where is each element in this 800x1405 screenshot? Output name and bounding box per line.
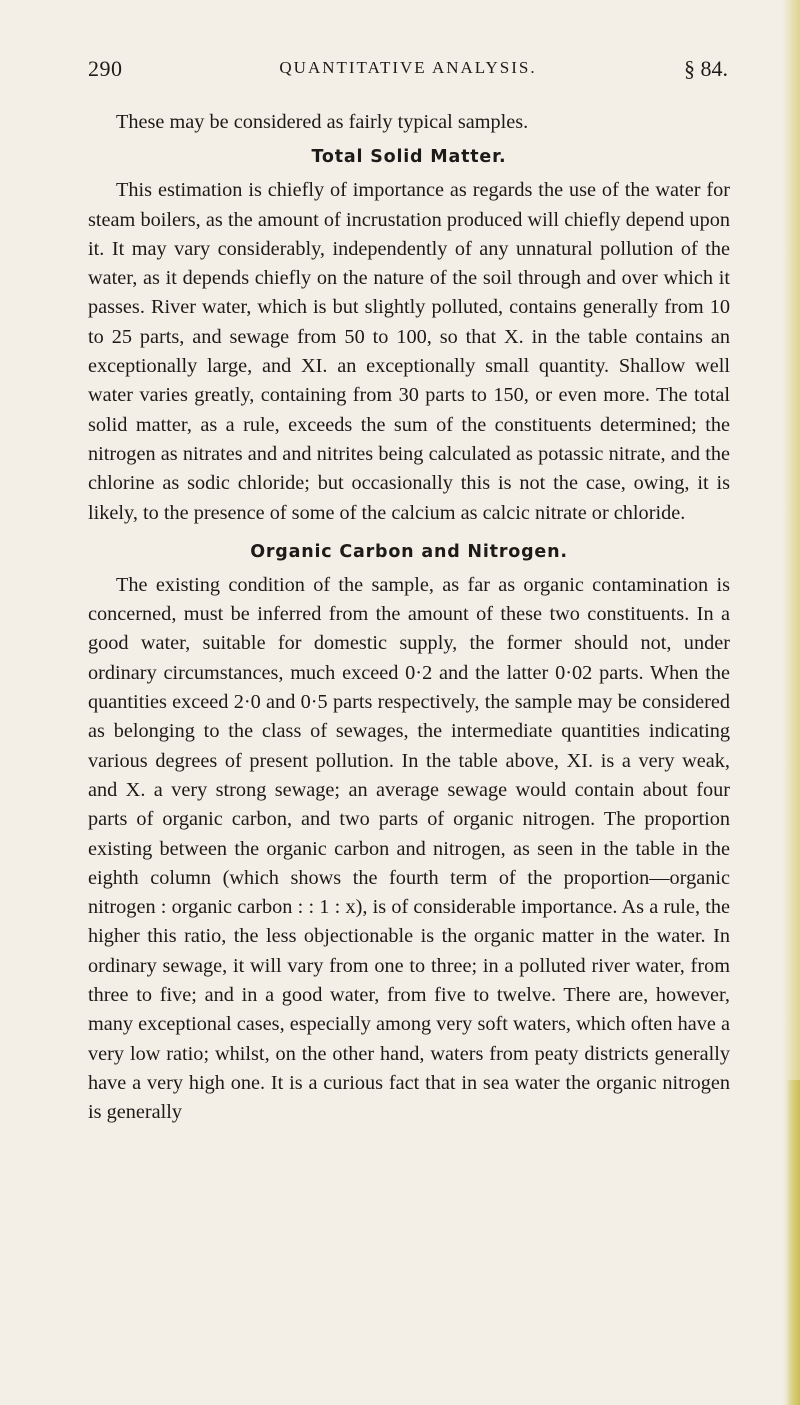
running-title: QUANTITATIVE ANALYSIS.	[279, 58, 537, 77]
section-heading: Total Solid Matter.	[311, 147, 507, 168]
section-total-solid-matter	[88, 147, 730, 528]
running-head	[88, 56, 728, 86]
section-organic-carbon-nitrogen	[88, 542, 730, 1128]
page-edge-stain	[786, 1080, 800, 1405]
page-number: 290	[88, 56, 123, 81]
section-paragraph: This estimation is chiefly of importance as regards the use of the water for steam boilers, as the amount of incrustation produced will chiefly depend upon it. It may vary considerably, independently of any unnatural pollution of the water, as it depends chiefly on the nature of the soil through and over which it passes. River water, which is but slightly polluted, contains generally from 10 to 25 parts, and sewage from 50 to 100, so that X. in the table contains an exceptionally large, and XI. an exceptionally small quantity. Shallow well water varies greatly, containing from 30 parts to 150, or even more. The total solid matter, as a rule, exceeds the sum of the constituents determined; the nitrogen as nitrates and and nitrites being calculated as potassic nitrate, and the chlorine as sodic chloride; but occasionally this is not the case, owing, it is likely, to the presence of some of the calcium as calcic nitrate or chloride.	[88, 179, 730, 524]
section-heading: Organic Carbon and Nitrogen.	[250, 541, 568, 562]
body-text	[88, 108, 730, 1142]
section-reference: § 84.	[684, 56, 728, 81]
section-paragraph: The existing condition of the sample, as far as organic contamination is concerned, must be inferred from the amount of these two constituents. In a good water, suitable for domestic supply, the former should not, under ordinary circumstances, much exceed 0·2 and the latter 0·02 parts. When the quantities exceed 2·0 and 0·5 parts respectively, the sample may be considered as belonging to the class of sewages, the intermediate quantities indicating various degrees of present pollution. In the table above, XI. is a very weak, and X. a very strong sewage; an average sewage would contain about four parts of organic carbon, and two parts of organic nitrogen. The proportion existing between the organic carbon and nitrogen, as seen in the table in the eighth column (which shows the fourth term of the proportion—organic nitrogen : organic carbon : : 1 : x), is of considerable importance. As a rule, the higher this ratio, the less objectionable is the organic matter in the water. In ordinary sewage, it will vary from one to three; in a polluted river water, from three to five; and in a good water, from five to twelve. There are, however, many exceptional cases, especially among very soft waters, which often have a very low ratio; whilst, on the other hand, waters from peaty districts generally have a very high one. It is a curious fact that in sea water the organic nitrogen is generally	[88, 573, 730, 1124]
intro-paragraph: These may be considered as fairly typical samples.	[116, 111, 529, 133]
